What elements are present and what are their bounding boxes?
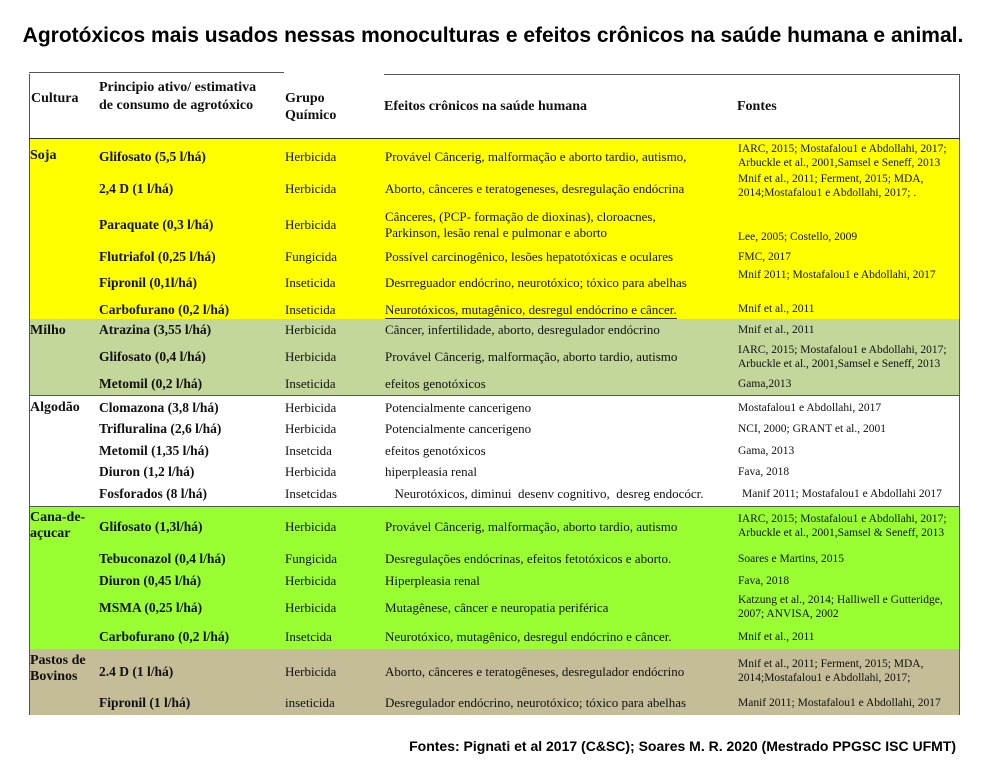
principio-ativo: Metomil (0,2 l/há) (99, 376, 203, 391)
principio-ativo: Carbofurano (0,2 l/há) (99, 302, 230, 317)
fontes: Mnif et al., 2011 (738, 631, 815, 643)
fontes: Mnif et al., 2011 (738, 303, 815, 315)
header-fontes: Fontes (737, 99, 777, 114)
grupo-quimico: Herbicida (285, 573, 337, 588)
grupo-quimico: Herbicida (285, 519, 337, 534)
principio-ativo: Paraquate (0,3 l/há) (99, 217, 214, 232)
fontes: IARC, 2015; Mostafalou1 e Abdollahi, 2017; (738, 143, 947, 155)
principio-ativo: 2.4 D (1 l/há) (99, 664, 174, 679)
grupo-quimico: Insetcida (285, 629, 332, 644)
group-milho (30, 319, 959, 395)
efeitos: Potencialmente cancerigeno (385, 400, 532, 415)
efeitos: Neurotóxico, mutagênico, desregul endócrino e câncer. (385, 629, 672, 644)
principio-ativo: Trifluralina (2,6 l/há) (99, 421, 222, 436)
group-cana (30, 507, 959, 649)
fontes: Gama, 2013 (738, 445, 795, 457)
fontes: Arbuckle et al., 2001,Samsel e Seneff, 2013 (738, 157, 941, 169)
fontes: 2014;Mostafalou1 e Abdollahi, 2017; . (738, 187, 917, 199)
principio-ativo: Metomil (1,35 l/há) (99, 443, 209, 458)
fontes: Gama,2013 (738, 378, 792, 390)
cultura-label: Bovinos (30, 669, 78, 684)
efeitos: efeitos genotóxicos (385, 443, 486, 458)
efeitos: Potencialmente cancerigeno (385, 421, 532, 436)
efeitos: Neurotóxicos, diminui desenv cognitivo, desreg endocócr. (388, 486, 704, 501)
efeitos: Cânceres, (PCP- formação de dioxinas), cloroacnes, (385, 209, 656, 224)
fontes: Fava, 2018 (738, 466, 790, 478)
fontes: Manif 2011; Mostafalou1 e Abdollahi, 2017 (738, 697, 941, 709)
efeitos: Desregulador endócrino, neurotóxico; tóxico para abelhas (385, 695, 687, 710)
efeitos: Mutagênese, câncer e neuropatia periférica (385, 600, 609, 615)
header-grupo-1: Grupo (285, 91, 325, 106)
cultura-label: Milho (30, 323, 66, 338)
grupo-quimico: Inseticida (285, 376, 336, 391)
fontes: Mostafalou1 e Abdollahi, 2017 (738, 402, 882, 414)
grupo-quimico: Fungicida (285, 551, 337, 566)
principio-ativo: 2,4 D (1 l/há) (99, 181, 174, 196)
fontes: FMC, 2017 (738, 251, 792, 263)
fontes: Mnif et al., 2011 (738, 324, 815, 336)
efeitos: Desrreguador endócrino, neurotóxico; tóxico para abelhas (385, 275, 687, 290)
grupo-quimico: Inseticida (285, 275, 336, 290)
header-principio-1: Principio ativo/ estimativa (99, 80, 257, 95)
principio-ativo: Fipronil (0,1l/há) (99, 275, 198, 290)
fontes: IARC, 2015; Mostafalou1 e Abdollahi, 2017; (738, 513, 947, 525)
fontes: Manif 2011; Mostafalou1 e Abdollahi 2017 (742, 488, 942, 500)
principio-ativo: Fosforados (8 l/há) (99, 486, 207, 501)
principio-ativo: Glifosato (1,3l/há) (99, 519, 203, 534)
efeitos: Possível carcinogênico, lesões hepatotóxicas e oculares (385, 249, 674, 264)
fontes: 2014;Mostafalou1 e Abdollahi, 2017; (738, 672, 911, 684)
efeitos: Neurotóxicos, mutagênico, desregul endócrino e câncer. (385, 302, 677, 317)
efeitos: Aborto, cânceres e teratogêneses, desregulador endócrino (385, 664, 685, 679)
group-soja (30, 139, 959, 319)
grupo-quimico: Inseticida (285, 302, 336, 317)
grupo-quimico: Herbicida (285, 217, 337, 232)
principio-ativo: Clomazona (3,8 l/há) (99, 400, 219, 415)
principio-ativo: Diuron (0,45 l/há) (99, 573, 202, 588)
fontes: Fava, 2018 (738, 575, 790, 587)
grupo-quimico: Herbicida (285, 421, 337, 436)
grupo-quimico: Insetcidas (285, 486, 337, 501)
table-header (29, 76, 960, 140)
group-algodao (30, 396, 959, 506)
header-principio-2: de consumo de agrotóxico (99, 98, 254, 113)
grupo-quimico: Herbicida (285, 181, 337, 196)
header-efeitos: Efeitos crônicos na saúde humana (384, 99, 588, 114)
efeitos: Provável Câncerig, malformação, aborto tardio, autismo (385, 349, 678, 364)
principio-ativo: Glifosato (5,5 l/há) (99, 149, 206, 164)
efeitos: hiperpleasia renal (385, 464, 478, 479)
fontes: Katzung et al., 2014; Halliwell e Gutteridge, (738, 594, 943, 606)
grupo-quimico: Herbicida (285, 400, 337, 415)
group-pastos (30, 649, 959, 715)
principio-ativo: Carbofurano (0,2 l/há) (99, 629, 230, 644)
principio-ativo: MSMA (0,25 l/há) (99, 600, 203, 615)
efeitos: Câncer, infertilidade, aborto, desregulador endócrino (385, 322, 660, 337)
fontes: Arbuckle et al., 2001,Samsel & Seneff, 2013 (738, 527, 945, 539)
cultura-label: Cana-de- (30, 510, 86, 525)
fontes: 2007; ANVISA, 2002 (738, 608, 839, 620)
page-title: Agrotóxicos mais usados nessas monoculturas e efeitos crônicos na saúde humana e animal. (22, 24, 964, 47)
header-cultura: Cultura (31, 91, 79, 106)
fontes: NCI, 2000; GRANT et al., 2001 (738, 423, 887, 435)
principio-ativo: Flutriafol (0,25 l/há) (99, 249, 216, 264)
efeitos: Parkinson, lesão renal e pulmonar e aborto (385, 225, 608, 240)
fontes: Lee, 2005; Costello, 2009 (738, 231, 858, 243)
efeitos: Provável Câncerig, malformação, aborto tardio, autismo (385, 519, 678, 534)
grupo-quimico: Fungicida (285, 249, 337, 264)
grupo-quimico: inseticida (285, 695, 335, 710)
efeitos: Hiperpleasia renal (385, 573, 480, 588)
principio-ativo: Glifosato (0,4 l/há) (99, 349, 206, 364)
header-grupo-2: Químico (285, 108, 337, 123)
cultura-label: Soja (30, 148, 57, 163)
principio-ativo: Atrazina (3,55 l/há) (99, 322, 212, 337)
principio-ativo: Fipronil (1 l/há) (99, 695, 191, 710)
grupo-quimico: Herbicida (285, 349, 337, 364)
principio-ativo: Tebuconazol (0,4 l/há) (99, 551, 226, 566)
efeitos: Provável Câncerig, malformação e aborto tardio, autismo, (385, 149, 687, 164)
efeitos: efeitos genotóxicos (385, 376, 486, 391)
header-rule-left (29, 72, 284, 73)
efeitos: Aborto, cânceres e teratogeneses, desregulação endócrina (385, 181, 685, 196)
cultura-label: Pastos de (30, 653, 86, 668)
grupo-quimico: Herbicida (285, 322, 337, 337)
grupo-quimico: Herbicida (285, 664, 337, 679)
efeitos: Desregulações endócrinas, efeitos fetotóxicos e aborto. (385, 551, 672, 566)
grupo-quimico: Herbicida (285, 149, 337, 164)
fontes: Mnif 2011; Mostafalou1 e Abdollahi, 2017 (738, 269, 936, 281)
fontes: IARC, 2015; Mostafalou1 e Abdollahi, 2017; (738, 344, 947, 356)
fontes: Mnif et al., 2011; Ferment, 2015; MDA, (738, 173, 924, 185)
cultura-label: açucar (30, 526, 71, 541)
source-note: Fontes: Pignati et al 2017 (C&SC); Soares M. R. 2020 (Mestrado PPGSC ISC UFMT) (409, 738, 956, 754)
grupo-quimico: Insetcida (285, 443, 332, 458)
principio-ativo: Diuron (1,2 l/há) (99, 464, 195, 479)
fontes: Soares e Martins, 2015 (738, 553, 845, 565)
grupo-quimico: Herbicida (285, 600, 337, 615)
fontes: Mnif et al., 2011; Ferment, 2015; MDA, (738, 658, 924, 670)
grupo-quimico: Herbicida (285, 464, 337, 479)
cultura-label: Algodão (30, 400, 80, 415)
fontes: Arbuckle et al., 2001,Samsel e Seneff, 2013 (738, 358, 941, 370)
